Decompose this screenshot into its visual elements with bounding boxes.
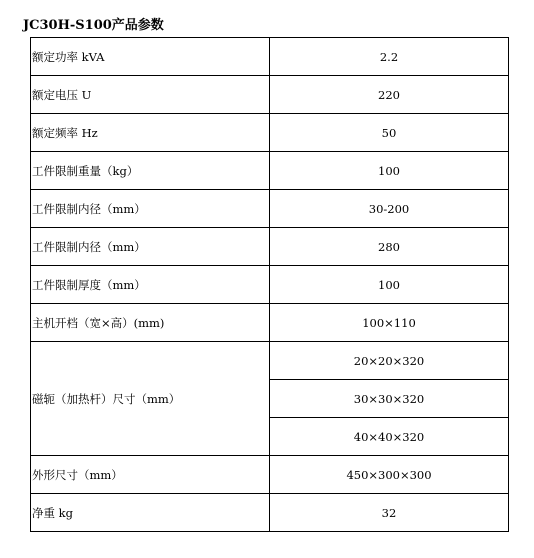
param-value: 450×300×300 (270, 456, 509, 494)
param-value: 100 (270, 266, 509, 304)
table-row (31, 76, 509, 114)
param-value: 100×110 (270, 304, 509, 342)
table-row (31, 190, 509, 228)
table-row (31, 38, 509, 76)
param-label: 工件限制厚度（mm） (31, 266, 270, 304)
param-label: 外形尺寸（mm） (31, 456, 270, 494)
param-value: 32 (270, 494, 509, 532)
param-value: 280 (270, 228, 509, 266)
param-label: 额定频率 Hz (31, 114, 270, 152)
param-label: 额定电压 U (31, 76, 270, 114)
param-label: 工件限制重量（kg） (31, 152, 270, 190)
param-value: 2.2 (270, 38, 509, 76)
page-title: JC30H-S100产品参数 (23, 18, 164, 33)
param-value: 30×30×320 (270, 380, 509, 418)
param-value: 100 (270, 152, 509, 190)
table-row (31, 114, 509, 152)
param-value: 20×20×320 (270, 342, 509, 380)
param-label: 额定功率 kVA (31, 38, 270, 76)
param-label: 净重 kg (31, 494, 270, 532)
table-row (31, 304, 509, 342)
param-label: 主机开档（宽×高）(mm) (31, 304, 270, 342)
table-row (31, 342, 509, 380)
param-value: 30-200 (270, 190, 509, 228)
param-label: 工件限制内径（mm） (31, 228, 270, 266)
param-value: 40×40×320 (270, 418, 509, 456)
param-value: 50 (270, 114, 509, 152)
param-value: 220 (270, 76, 509, 114)
table-row (31, 494, 509, 532)
table-row (31, 456, 509, 494)
table-row (31, 228, 509, 266)
param-label: 工件限制内径（mm） (31, 190, 270, 228)
parameters-table (30, 37, 509, 532)
table-row (31, 266, 509, 304)
table-row (31, 152, 509, 190)
param-label: 磁轭（加热杆）尺寸（mm） (31, 342, 270, 456)
